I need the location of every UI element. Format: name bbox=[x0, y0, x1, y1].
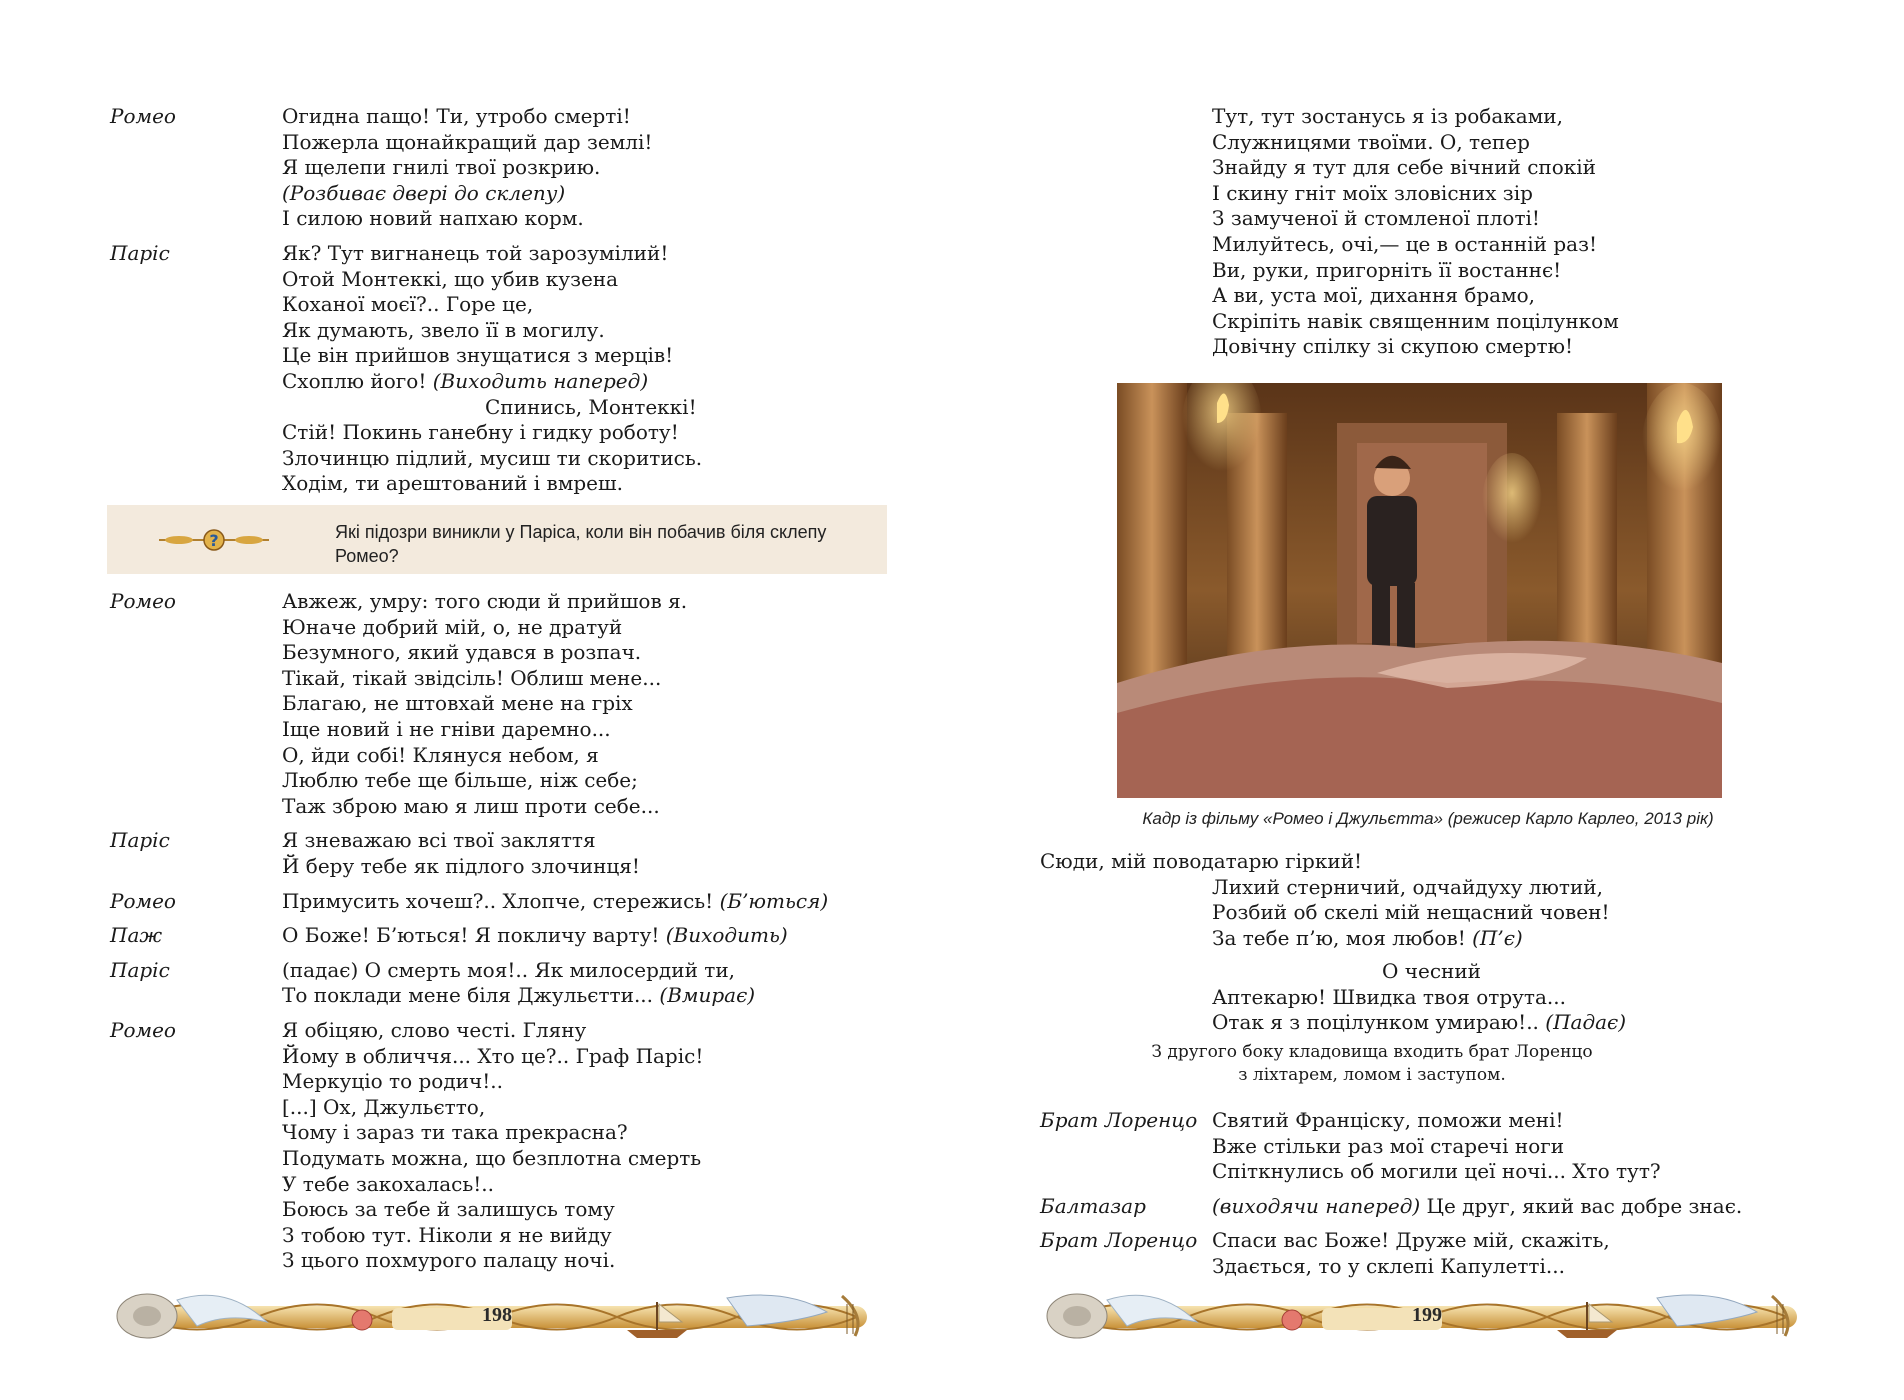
verse-text: Спинись, Монтеккі! bbox=[485, 394, 697, 419]
verse-text: А ви, уста мої, дихання брамо, bbox=[1212, 283, 1536, 308]
verse-text: Сюди, мій поводатарю гіркий! bbox=[1040, 849, 1363, 873]
verse-text: Довічну спілку зі скупою смертю! bbox=[1212, 334, 1574, 359]
verse-line bbox=[282, 794, 687, 820]
verse-line bbox=[1212, 875, 1610, 901]
verse-line bbox=[1212, 985, 1626, 1011]
verse-text: Таж зброю маю я лиш проти себе... bbox=[282, 793, 660, 818]
verse-text: Ви, руки, пригорніть її востаннє! bbox=[1212, 257, 1562, 282]
stage-direction-inline: (Падає) bbox=[1545, 1010, 1627, 1035]
verse-line bbox=[282, 640, 687, 666]
verse-line bbox=[282, 717, 687, 743]
verse-line bbox=[282, 1095, 703, 1121]
verse-line bbox=[282, 181, 652, 207]
verse-line bbox=[1212, 1194, 1742, 1220]
stage-direction-inline: (Виходить наперед) bbox=[432, 368, 649, 393]
verse-text: У тебе закохалась!.. bbox=[282, 1171, 494, 1196]
verse-text: Стій! Покинь ганебну і гидку роботу! bbox=[282, 420, 679, 445]
verse-text: Благаю, не штовхай мене на гріх bbox=[282, 691, 633, 716]
verse-text: Схоплю його! bbox=[282, 368, 433, 393]
stage-direction-line-1: З другого боку кладовища входить брат Лоренцо bbox=[1151, 1042, 1593, 1062]
verse-text: (падає) О смерть моя!.. Як милосердий ти, bbox=[282, 957, 736, 982]
verse-text: Я зневажаю всі твої закляття bbox=[282, 828, 596, 853]
verse-line bbox=[282, 1069, 703, 1095]
verse-text: І силою новий напхаю корм. bbox=[282, 206, 584, 231]
verse-line bbox=[282, 420, 702, 446]
question-text: Які підозри виникли у Паріса, коли він побачив біля склепу Ромео? bbox=[335, 522, 827, 566]
verse-text: Тікай, тікай звідсіль! Облиш мене... bbox=[282, 665, 662, 690]
verse-line bbox=[1212, 130, 1619, 156]
verse-text: Скріпіть навік священним поцілунком bbox=[1212, 308, 1619, 333]
verse-text: Меркуціо то родич!.. bbox=[282, 1069, 503, 1094]
verse-line bbox=[1212, 926, 1610, 952]
stage-direction-inline: (Виходить) bbox=[665, 923, 788, 948]
verse-text: З замученої й стомленої плоті! bbox=[1212, 206, 1540, 231]
verse-text: Ходім, ти арештований і вмреш. bbox=[282, 471, 623, 496]
photo-caption: Кадр із фільму «Ромео і Джульєтта» (режисер Карло Карлео, 2013 рік) bbox=[1142, 809, 1714, 828]
verse-text: Люблю тебе ще більше, ніж себе; bbox=[282, 768, 638, 793]
verse-line bbox=[282, 318, 702, 344]
verse-text: О Боже! Б’ються! Я покличу варту! bbox=[282, 923, 666, 948]
verse-line bbox=[282, 1018, 703, 1044]
verse-text: З тобою тут. Ніколи я не вийду bbox=[282, 1222, 612, 1247]
verse-text: З цього похмурого палацу ночі. bbox=[282, 1248, 616, 1273]
speaker-name: Паж bbox=[110, 923, 163, 948]
verse-text: О чесний bbox=[1382, 959, 1482, 983]
verse-text: Служницями твоїми. О, тепер bbox=[1212, 129, 1530, 154]
verse-line bbox=[282, 828, 640, 854]
verse-text: Тут, тут зостанусь я із робаками, bbox=[1212, 104, 1563, 128]
speaker-name: Паріс bbox=[110, 828, 170, 853]
verse-text: Чому і зараз ти така прекрасна? bbox=[282, 1120, 628, 1145]
verse-line bbox=[282, 1248, 703, 1274]
verse-line bbox=[1212, 181, 1619, 207]
verse-line bbox=[282, 615, 687, 641]
verse-line bbox=[1212, 155, 1619, 181]
verse-text: Я обіцяю, слово честі. Гляну bbox=[282, 1018, 587, 1042]
verse-line bbox=[1212, 1134, 1661, 1160]
verse-line bbox=[1212, 1159, 1661, 1185]
verse-text: За тебе п’ю, моя любов! bbox=[1212, 925, 1473, 950]
svg-text:?: ? bbox=[209, 531, 219, 550]
verse-text: Вже стільки раз мої старечі ноги bbox=[1212, 1133, 1565, 1158]
verse-text: Аптекарю! Швидка твоя отрута... bbox=[1212, 984, 1566, 1009]
left-footer-ornament bbox=[107, 1282, 887, 1346]
verse-line bbox=[282, 446, 702, 472]
verse-line bbox=[1212, 1108, 1661, 1134]
verse-text: (Розбиває двері до склепу) bbox=[282, 180, 566, 205]
verse-text: Юначе добрий мій, о, не дратуй bbox=[282, 614, 623, 639]
verse-line bbox=[1212, 1254, 1610, 1280]
verse-line bbox=[1212, 959, 1626, 985]
verse-line bbox=[282, 854, 640, 880]
verse-text: Пожерла щонайкращий дар землі! bbox=[282, 129, 653, 154]
stage-direction-inline: (Б’ються) bbox=[719, 888, 829, 913]
question-box bbox=[107, 505, 887, 574]
verse-line bbox=[282, 958, 755, 984]
verse-text: Й беру тебе як підлого злочинця! bbox=[282, 853, 640, 878]
verse-text: Отой Монтеккі, що убив кузена bbox=[282, 266, 619, 291]
verse-text: То поклади мене біля Джульєтти... bbox=[282, 983, 660, 1008]
speaker-name: Паріс bbox=[110, 241, 170, 265]
verse-line bbox=[282, 267, 702, 293]
verse-text: І скину гніт моїх зловісних зір bbox=[1212, 180, 1533, 205]
stage-direction-inline: (виходячи наперед) bbox=[1212, 1193, 1421, 1218]
verse-line bbox=[282, 589, 687, 615]
verse-line bbox=[282, 369, 702, 395]
verse-line bbox=[1212, 1228, 1610, 1254]
verse-line bbox=[1212, 232, 1619, 258]
verse-line bbox=[282, 1044, 703, 1070]
verse-text: Це він прийшов знущатися з мерців! bbox=[282, 343, 674, 368]
verse-line bbox=[1212, 206, 1619, 232]
verse-line bbox=[282, 666, 687, 692]
right-page bbox=[952, 0, 1904, 1400]
stage-direction-inline: (Вмирає) bbox=[659, 983, 756, 1008]
verse-text: [...] Ох, Джульєтто, bbox=[282, 1094, 486, 1119]
verse-line bbox=[282, 1172, 703, 1198]
verse-line bbox=[282, 768, 687, 794]
verse-text: Йому в обличчя... Хто це?.. Граф Паріс! bbox=[282, 1043, 704, 1068]
verse-line bbox=[1040, 849, 1610, 875]
speaker-name: Ромео bbox=[110, 589, 176, 613]
speaker-name: Ромео bbox=[110, 888, 176, 913]
verse-line bbox=[282, 923, 788, 949]
verse-line bbox=[282, 471, 702, 497]
verse-line bbox=[282, 104, 652, 130]
verse-line bbox=[282, 343, 702, 369]
speaker-name: Ромео bbox=[110, 1018, 176, 1042]
verse-text: Знайду я тут для себе вічний спокій bbox=[1212, 155, 1597, 180]
verse-text: Подумать можна, що безплотна смерть bbox=[282, 1145, 702, 1170]
verse-text: Як думають, звело її в могилу. bbox=[282, 317, 605, 342]
verse-text: Я щелепи гнилі твої розкрию. bbox=[282, 155, 601, 180]
verse-line bbox=[282, 206, 652, 232]
verse-line bbox=[282, 1120, 703, 1146]
verse-text: Як? Тут вигнанець той зарозумілий! bbox=[282, 241, 669, 265]
verse-text: Лихий стерничий, одчайдуху лютий, bbox=[1212, 874, 1603, 899]
speaker-name: Брат Лоренцо bbox=[1040, 1228, 1198, 1253]
speaker-name: Брат Лоренцо bbox=[1040, 1108, 1198, 1132]
stage-direction-inline: (П’є) bbox=[1472, 925, 1523, 950]
right-footer-ornament bbox=[1037, 1282, 1817, 1346]
verse-text: Милуйтесь, очі,— це в останній раз! bbox=[1212, 231, 1598, 256]
stage-direction bbox=[1092, 1041, 1652, 1087]
verse-line bbox=[282, 130, 652, 156]
verse-line bbox=[282, 1197, 703, 1223]
verse-line bbox=[282, 1146, 703, 1172]
verse-text: Огидна пащо! Ти, утробо смерті! bbox=[282, 104, 631, 128]
verse-text: Розбий об скелі мій нещасний човен! bbox=[1212, 900, 1610, 925]
film-still-image bbox=[1117, 383, 1722, 798]
page-number-left: 198 bbox=[482, 1304, 512, 1326]
verse-line bbox=[282, 292, 702, 318]
stage-direction-line-2: з ліхтарем, ломом і заступом. bbox=[1238, 1065, 1506, 1085]
question-key-icon bbox=[157, 524, 271, 554]
verse-line bbox=[282, 691, 687, 717]
verse-text: Спіткнулись об могили цеї ночі... Хто тут? bbox=[1212, 1159, 1661, 1184]
page-number-right: 199 bbox=[1412, 1304, 1442, 1326]
verse-line bbox=[1212, 283, 1619, 309]
verse-text: Коханої моєї?.. Горе це, bbox=[282, 292, 534, 317]
speaker-name: Балтазар bbox=[1040, 1193, 1146, 1218]
verse-line bbox=[282, 241, 702, 267]
verse-text: Боюсь за тебе й залишусь тому bbox=[282, 1197, 615, 1222]
verse-text: Спаси вас Боже! Друже мій, скажіть, bbox=[1212, 1228, 1610, 1253]
verse-line bbox=[282, 395, 702, 421]
verse-text: Іще новий і не гніви даремно... bbox=[282, 716, 611, 741]
verse-line bbox=[1212, 334, 1619, 360]
speaker-name: Ромео bbox=[110, 104, 176, 128]
verse-line bbox=[1212, 309, 1619, 335]
verse-line bbox=[1212, 104, 1619, 130]
verse-line bbox=[1212, 258, 1619, 284]
verse-line bbox=[1212, 900, 1610, 926]
verse-line bbox=[282, 1223, 703, 1249]
verse-text: Безумного, який удався в розпач. bbox=[282, 640, 642, 665]
verse-line bbox=[282, 743, 687, 769]
verse-text: Святий Франціску, поможи мені! bbox=[1212, 1108, 1564, 1132]
verse-text: О, йди собі! Клянуся небом, я bbox=[282, 742, 599, 767]
verse-text: Злочинцю підлий, мусиш ти скоритись. bbox=[282, 445, 703, 470]
verse-line bbox=[282, 889, 828, 915]
speaker-name: Паріс bbox=[110, 957, 170, 982]
verse-text: Примусить хочеш?.. Хлопче, стережись! bbox=[282, 888, 720, 913]
verse-text: Отак я з поцілунком умираю!.. bbox=[1212, 1010, 1546, 1035]
verse-line bbox=[1212, 1010, 1626, 1036]
verse-line bbox=[282, 983, 755, 1009]
verse-text: Авжеж, умру: того сюди й прийшов я. bbox=[282, 589, 688, 613]
verse-text-after: Це друг, який вас добре знає. bbox=[1420, 1193, 1743, 1218]
verse-text: Здається, то у склепі Капулетті... bbox=[1212, 1253, 1565, 1278]
verse-line bbox=[282, 155, 652, 181]
